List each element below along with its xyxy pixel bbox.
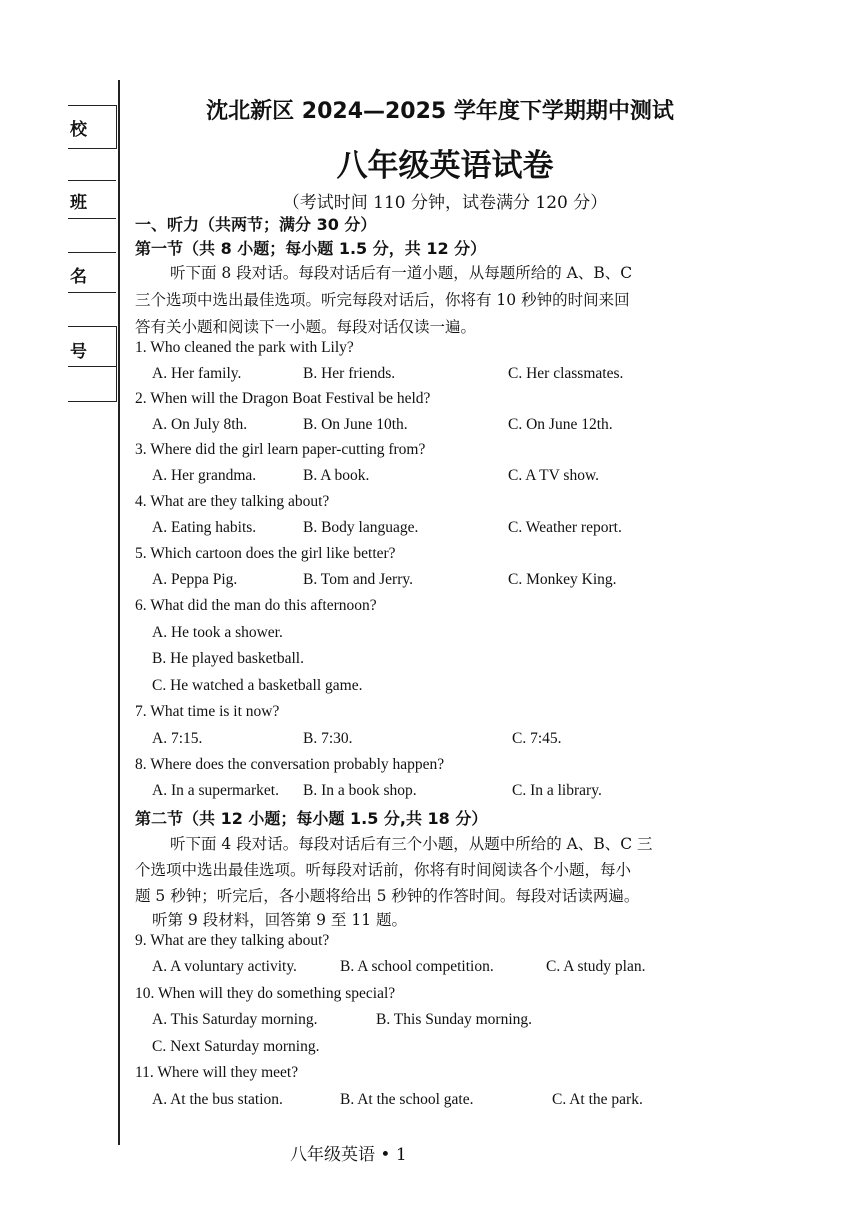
option-c: C. Monkey King. [508,571,617,588]
exam-title: 沈北新区 2024—2025 学年度下学期期中测试 [206,99,674,124]
option-a: A. Eating habits. [152,519,257,536]
question-text: 4. What are they talking about? [135,493,330,510]
name-field-line [68,252,116,253]
question-text: 10. When will they do something special? [135,985,396,1002]
material-note: 听第 9 段材料，回答第 9 至 11 题。 [152,911,408,929]
question-text: 8. Where does the conversation probably happen? [135,756,445,773]
number-label: 号 [70,342,87,362]
option-a: A. He took a shower. [152,624,283,641]
section2-instruction-line: 听下面 4 段对话。每段对话后有三个小题，从题中所给的 A、B、C 三 [170,835,653,853]
option-b: B. On June 10th. [303,416,408,433]
option-a: A. Her family. [152,365,242,382]
option-b: B. A school competition. [340,958,494,975]
option-c: C. Next Saturday morning. [152,1038,320,1055]
option-c: C. On June 12th. [508,416,613,433]
name-field-line-bottom [68,292,116,293]
section1-instruction-line: 答有关小题和阅读下一小题。每段对话仅读一遍。 [135,318,477,336]
question-text: 3. Where did the girl learn paper-cutting from? [135,441,426,458]
option-c: C. Weather report. [508,519,622,536]
question-text: 1. Who cleaned the park with Lily? [135,339,354,356]
section1-instruction-line: 听下面 8 段对话。每段对话后有一道小题，从每题所给的 A、B、C [170,264,633,282]
option-a: A. A voluntary activity. [152,958,297,975]
option-a: A. In a supermarket. [152,782,279,799]
question-text: 6. What did the man do this afternoon? [135,597,377,614]
question-text: 7. What time is it now? [135,703,280,720]
option-b: B. 7:30. [303,730,353,747]
section2-instruction-line: 个选项中选出最佳选项。听每段对话前，你将有时间阅读各个小题，每小 [135,861,632,879]
option-c: C. A study plan. [546,958,646,975]
option-a: A. Her grandma. [152,467,257,484]
section1-heading: 第一节（共 8 小题；每小题 1.5 分，共 12 分） [135,239,487,258]
option-a: A. This Saturday morning. [152,1011,318,1028]
exam-info: （考试时间 110 分钟，试卷满分 120 分） [282,193,608,213]
binding-line [118,80,120,1145]
option-a: A. Peppa Pig. [152,571,238,588]
part1-heading: 一、听力（共两节；满分 30 分） [135,215,377,234]
option-a: A. 7:15. [152,730,203,747]
question-text: 2. When will the Dragon Boat Festival be held? [135,390,431,407]
number-field-divider [68,366,116,367]
paper-subtitle: 八年级英语试卷 [336,148,554,184]
option-b: B. He played basketball. [152,650,304,667]
option-a: A. At the bus station. [152,1091,283,1108]
class-field-line-bottom [68,218,116,219]
option-c: C. A TV show. [508,467,600,484]
section1-instruction-line: 三个选项中选出最佳选项。听完每段对话后，你将有 10 秒钟的时间来回 [135,291,630,309]
option-c: C. In a library. [512,782,602,799]
name-label: 名 [70,267,87,287]
question-text: 11. Where will they meet? [135,1064,299,1081]
class-label: 班 [70,193,87,213]
option-c: C. 7:45. [512,730,562,747]
question-text: 5. Which cartoon does the girl like better? [135,545,396,562]
section2-instruction-line: 题 5 秒钟；听完后，各小题将给出 5 秒钟的作答时间。每段对话读两遍。 [135,887,640,905]
option-c: C. At the park. [552,1091,643,1108]
option-b: B. A book. [303,467,370,484]
option-b: B. Body language. [303,519,419,536]
section2-heading: 第二节（共 12 小题；每小题 1.5 分,共 18 分） [135,809,488,828]
school-label: 校 [70,120,87,140]
page-footer: 八年级英语 • 1 [290,1145,407,1165]
option-c: C. He watched a basketball game. [152,677,363,694]
option-b: B. Tom and Jerry. [303,571,413,588]
option-b: B. Her friends. [303,365,396,382]
option-c: C. Her classmates. [508,365,624,382]
option-b: B. At the school gate. [340,1091,474,1108]
option-a: A. On July 8th. [152,416,248,433]
option-b: B. In a book shop. [303,782,417,799]
option-b: B. This Sunday morning. [376,1011,533,1028]
question-text: 9. What are they talking about? [135,932,330,949]
